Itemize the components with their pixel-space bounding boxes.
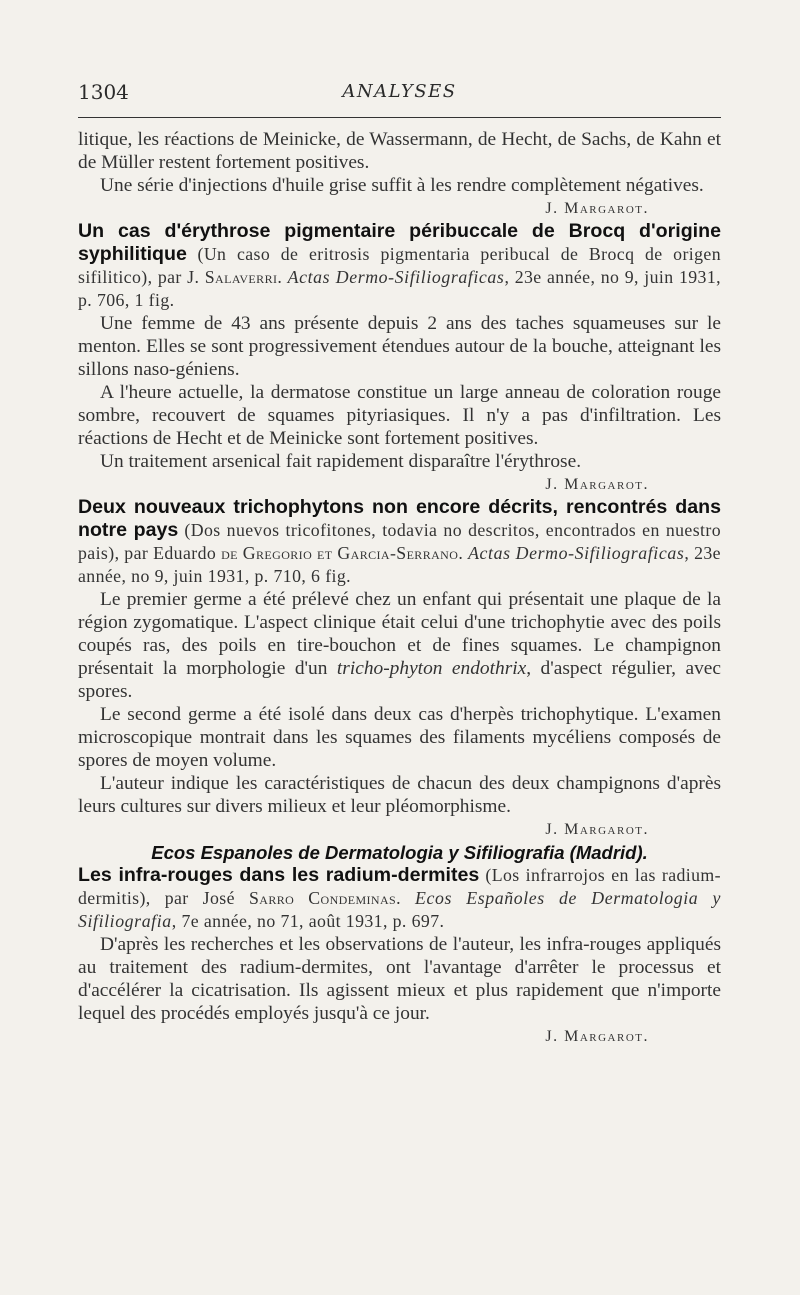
intro-signature: J. Margarot. [545, 200, 649, 217]
article-2-paragraph-2: Le second germe a été isolé dans deux cas d'herpès trichophytique. L'examen microscopique montrait dans les squames des filaments mycéliens composés de spores de moyen volume. [78, 704, 721, 771]
article-1-reference: (Un caso de eritrosis pigmentaria peribucal de Brocq de origen sifilitico), par J. Salaverri. Actas Dermo-Sifiliograficas, 23e année, no 9, juin 1931, p. 706, 1 fig. [78, 244, 722, 310]
header-rule [78, 117, 721, 118]
article-3-paragraph-1: D'après les recherches et les observations de l'auteur, les infra-rouges appliqués au traitement des radium-dermites, ont l'avantage d'arrêter le processus et d'accélérer la cicatrisation. Ils agissent mieux et plus rapidement que n'importe lequel des procédés employés jusqu'à ce jour. [78, 934, 721, 1024]
article-1-title: Un cas d'érythrose pigmentaire péribuccale de Brocq d'origine syphilitique [78, 220, 721, 265]
article-2-paragraph-1: Le premier germe a été prélevé chez un enfant qui présentait une plaque de la région zygomatique. L'aspect clinique était celui d'une trichophytie avec des poils coupés ras, des poils en tire-bouchon et de fines squames. Le champignon présentait la morphologie d'un tricho-phyton endothrix, d'aspect régulier, avec spores. [78, 589, 721, 702]
article-2-author: de Gregorio et Garcia-Serrano [221, 543, 459, 563]
article-1-journal: Actas Dermo-Sifiliograficas [287, 267, 505, 287]
section-heading: Ecos Espanoles de Dermatologia y Sifiliografia (Madrid). [151, 842, 648, 863]
article-2-header [78, 496, 721, 588]
article-1-paragraph-1: Une femme de 43 ans présente depuis 2 ans des taches squameuses sur le menton. Elles se sont progressivement étendues autour de la bouche, atteignant les sillons naso-géniens. [78, 313, 721, 380]
running-head [78, 80, 721, 106]
article-3-title: Les infra-rouges dans les radium-dermites [78, 864, 480, 886]
article-2-reference: (Dos nuevos tricofitones, todavia no descritos, encontrados en nuestro pais), par Eduardo de Gregorio et Garcia-Serrano. Actas Dermo-Sifiliograficas, 23e année, no 9, juin 1931, p. 710, 6 fig. [78, 520, 721, 586]
article-3-author: Sarro Condeminas [248, 888, 397, 908]
article-1-paragraph-2: A l'heure actuelle, la dermatose constitue un large anneau de coloration rouge sombre, recouvert de squames pityriasiques. Il n'y a pas d'infiltration. Les réactions de Hecht et de Meinicke sont fortement positives. [78, 382, 721, 449]
article-3-header [78, 864, 721, 933]
page-content [78, 128, 721, 1048]
article-2-title: Deux nouveaux trichophytons non encore décrits, rencontrés dans notre pays [78, 496, 721, 541]
page-number: 1304 [78, 80, 129, 104]
article-1-author: Salaverri [204, 267, 278, 287]
article-1-paragraph-3: Un traitement arsenical fait rapidement disparaître l'érythrose. [100, 451, 582, 472]
article-1-header [78, 220, 721, 312]
article-3-signature: J. Margarot. [545, 1028, 649, 1045]
article-2-signature: J. Margarot. [545, 821, 649, 838]
intro-paragraph-2: Une série d'injections d'huile grise suffit à les rendre complètement négatives. [100, 175, 704, 196]
article-2-paragraph-3: L'auteur indique les caractéristiques de chacun des deux champignons d'après leurs cultures sur divers milieux et leur pléomorphisme. [78, 773, 721, 817]
article-3-reference: (Los infrarrojos en las radium-dermitis), par José Sarro Condeminas. Ecos Españoles de Dermatologia y Sifiliografia, 7e année, no 71, août 1931, p. 697. [78, 865, 721, 931]
article-2-journal: Actas Dermo-Sifiliograficas [468, 543, 685, 563]
article-1-signature: J. Margarot. [545, 476, 649, 493]
intro-paragraph-1: litique, les réactions de Meinicke, de Wassermann, de Hecht, de Sachs, de Kahn et de Müller restent fortement positives. [78, 129, 721, 173]
article-3-journal: Ecos Españoles de Dermatologia y Sifiliografia [78, 888, 721, 931]
article-2-species: tricho-phyton endothrix [336, 658, 527, 679]
running-title: ANALYSES [342, 81, 457, 102]
